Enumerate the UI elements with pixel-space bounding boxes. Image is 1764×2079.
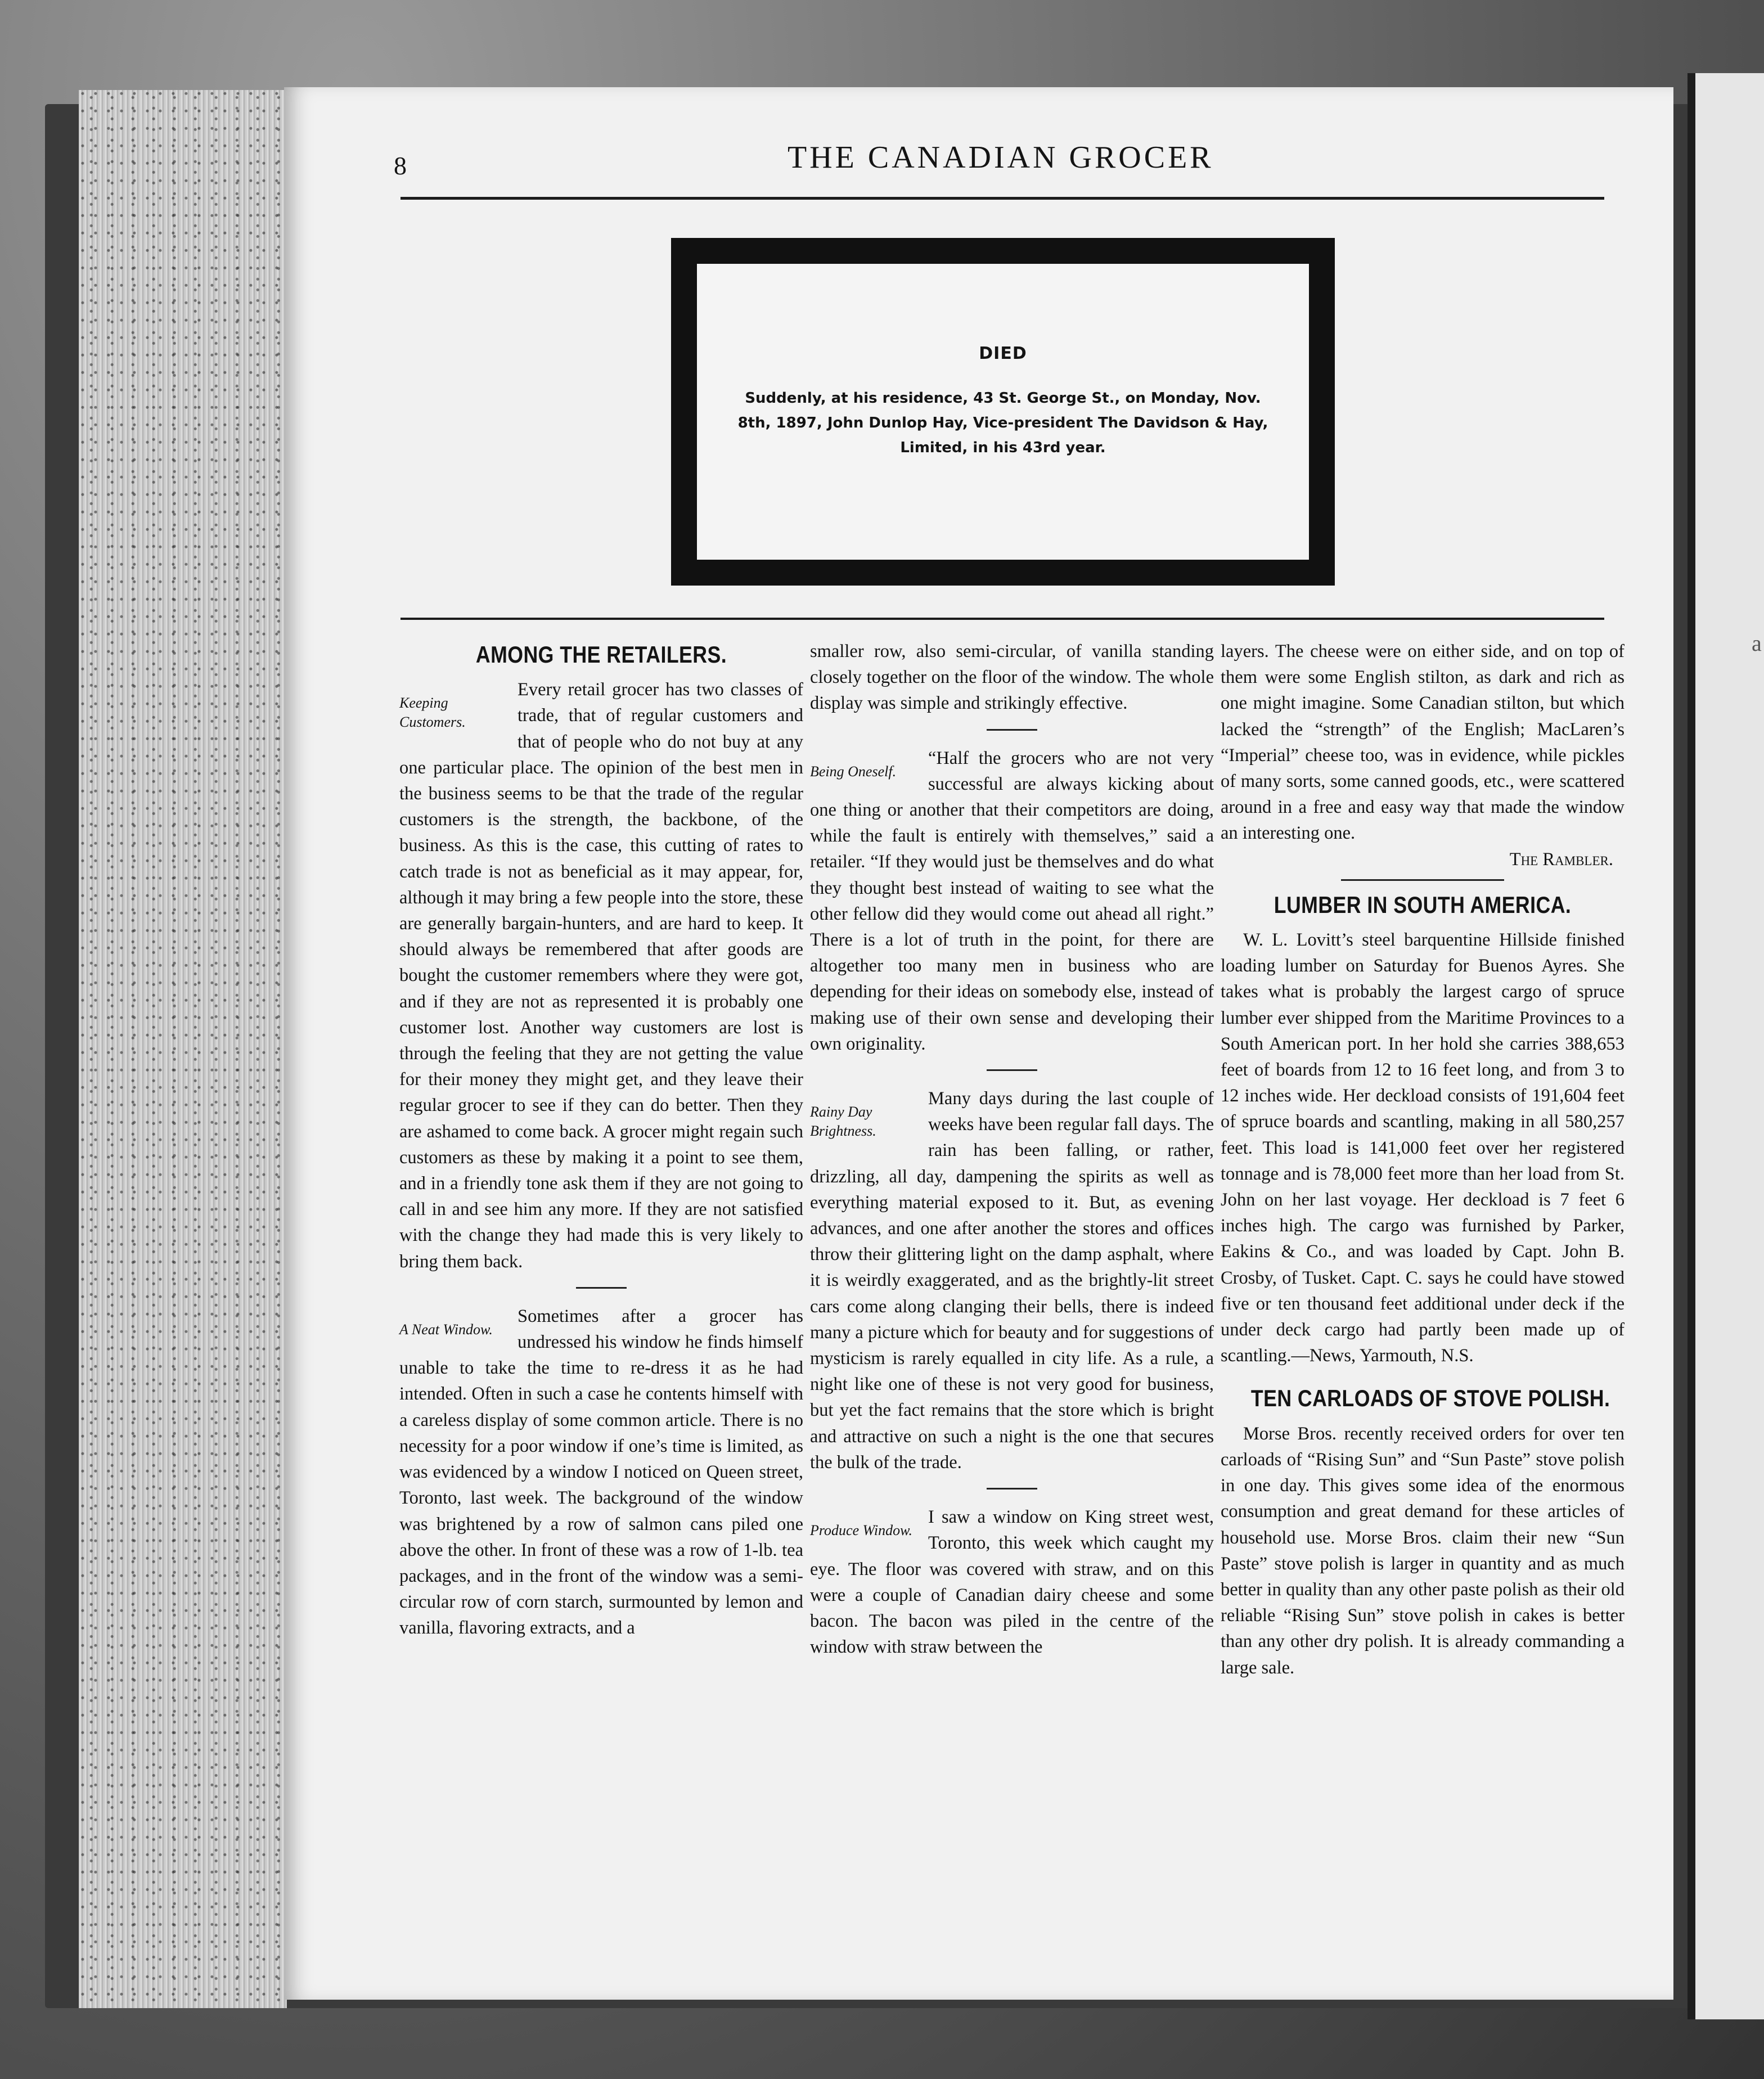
neat-window-text-cont: smaller row, also semi-circular, of vanilla standing closely together on the floor of the window. The whole display was simple and strikingly effective.: [810, 641, 1214, 714]
section-break: [987, 1069, 1037, 1071]
facing-page: [1688, 73, 1764, 2019]
notice-title: DIED: [979, 344, 1027, 363]
page-number: 8: [394, 151, 407, 180]
header-rule: [400, 197, 1604, 200]
sidenote-produce-window: Produce Window.: [810, 1522, 912, 1539]
death-notice: [671, 238, 1335, 586]
stove-heading: TEN CARLOADS OF STOVE POLISH.: [1250, 1385, 1610, 1412]
facing-page-fragment: a: [1752, 631, 1762, 656]
section-break: [987, 729, 1037, 731]
sidenote-neat-window: A Neat Window.: [399, 1321, 493, 1338]
column-2: [810, 638, 1214, 1660]
column-1: [399, 638, 803, 1641]
notice-body: Suddenly, at his residence, 43 St. George St., on Monday, Nov. 8th, 1897, John Dunlop Hay, Vice-president The Davidson & Hay, Limited, in his 43rd year.: [737, 390, 1268, 456]
section-break: [987, 1488, 1037, 1490]
lumber-heading: LUMBER IN SOUTH AMERICA.: [1274, 891, 1572, 918]
sidenote-rainy-day: Rainy Day Brightness.: [810, 1104, 876, 1140]
being-oneself-text: “Half the grocers who are not very successful are always kicking about one thing or another that their competitors are doing, while the fault is entirely with themselves,” said a retailer. “If they would just be themselves and do what they thought best instead of waiting to see what the other fellow did they would come out ahead all right.” There is a lot of truth in the point, for there are altogether too many men in business who are depending for their ideas on somebody else, instead of making use of their own sense and developing their own originality.: [810, 748, 1214, 1054]
page-edges: [79, 90, 287, 2008]
rainy-day-text: Many days during the last couple of weeks have been regular fall days. The rain has been falling, or rather, drizzling, all day, dampening the spirits as well as everything material exposed to it. But, as evening advances, and one after another the stores and offices throw their glittering light on the damp asphalt, where it is weirdly exaggerated, and as the brightly-lit street cars come along clanging their bells, there is indeed many a picture which for beauty and for suggestions of mysticism is rarely equalled in city life. As a rule, a night like one of these is not very good for business, but yet the fact remains that the store which is bright and attractive on such a night is the one that secures the bulk of the trade.: [810, 1088, 1214, 1473]
masthead: THE CANADIAN GROCER: [788, 140, 1214, 175]
produce-window-text-cont: layers. The cheese were on either side, and on top of them were some English stilton, as dark and rich as one might imagine. Some Canadian stilton, but which lacked the “strength” of the English; MacLaren’s “Imperial” cheese too, was in evidence, while pickles of many sorts, some canned goods, etc., were scattered around in a free and easy way that made the window an interesting one.: [1221, 641, 1624, 844]
article-rule: [1341, 879, 1504, 881]
lumber-text: W. L. Lovitt’s steel barquentine Hillside finished loading lumber on Saturday for Buenos Ayres. She takes what is probably the largest cargo of spruce lumber ever shipped from the Maritime Provinces to a South American port. In her hold she carries 388,653 feet of boards from 12 to 16 feet long, and from 3 to 12 inches wide. Her deckload consists of 191,604 feet of spruce boards and scantling, making in all 580,257 feet. This load is 141,000 feet over her registered tonnage and is 78,000 feet more than her load from St. John on her last voyage. Her deckload is 7 feet 6 inches high. The cargo was furnished by Parker, Eakins & Co., and was loaded by Capt. John B. Crosby, of Tusket. Capt. C. says he could have stowed five or ten thousand feet additional under deck if the under deck cargo had partly been made up of scantling.—News, Yarmouth, N.S.: [1221, 930, 1624, 1366]
retailers-heading: AMONG THE RETAILERS.: [475, 641, 727, 668]
neat-window-text: Sometimes after a grocer has undressed his window he finds himself unable to take the time to re-dress it as he had intended. Often in such a case he contents himself with a careless display of some common article. There is no necessity for a poor window if one’s time is limited, as was evidenced by a window I noticed on Queen street, Toronto, last week. The background of the window was brightened by a row of salmon cans piled one above the other. In front of these was a row of 1-lb. tea packages, and in the front of the window was a semi-circular row of corn starch, surmounted by lemon and vanilla, flavoring extracts, and a: [399, 1306, 803, 1639]
column-3: [1221, 638, 1624, 1681]
section-break: [576, 1287, 627, 1289]
stove-text: Morse Bros. recently received orders for over ten carloads of “Rising Sun” and “Sun Paste” stove polish in one day. This gives some idea of the enormous consumption and great demand for these articles of household use. Morse Bros. claim their new “Sun Paste” stove polish is larger in quantity and as much better in quality than any other paste polish as their old reliable “Rising Sun” stove polish in cakes is better than any other dry polish. It is already commanding a large sale.: [1221, 1423, 1624, 1678]
sidenote-keeping-customers: Keeping Customers.: [399, 695, 466, 731]
signature: The Rambler.: [1509, 849, 1613, 870]
keeping-customers-text: Every retail grocer has two classes of trade, that of regular customers and that of people who do not buy at any one particular place. The opinion of the best men in the business seems to be that the trade of the regular customers is the strength, the backbone, of the business. As this is the case, this cutting of rates to catch trade is not as beneficial as it may appear, for, although it may bring a few people into the store, these are generally bargain-hunters, and are hard to keep. It should always be remembered that after goods are bought the customer remembers where they were got, and if they are not as represented it is probably one customer lost. Another way customers are lost is through the feeling that they are not getting the value for their money they might get, and they leave their regular grocer to see if they can do better. Then they are ashamed to come back. A grocer might regain such customers as these by making it a point to see them, and in a friendly tone ask them if they are not going to call in and see him any more. If they are not satisfied with the change they had made this is very likely to bring them back.: [399, 680, 803, 1272]
sidenote-being-oneself: Being Oneself.: [810, 763, 897, 780]
produce-window-text: I saw a window on King street west, Toronto, this week which caught my eye. The floor was covered with straw, and on this were a couple of Canadian dairy cheese and some bacon. The bacon was piled in the centre of the window with straw between the: [810, 1507, 1214, 1658]
section-rule: [400, 618, 1604, 620]
